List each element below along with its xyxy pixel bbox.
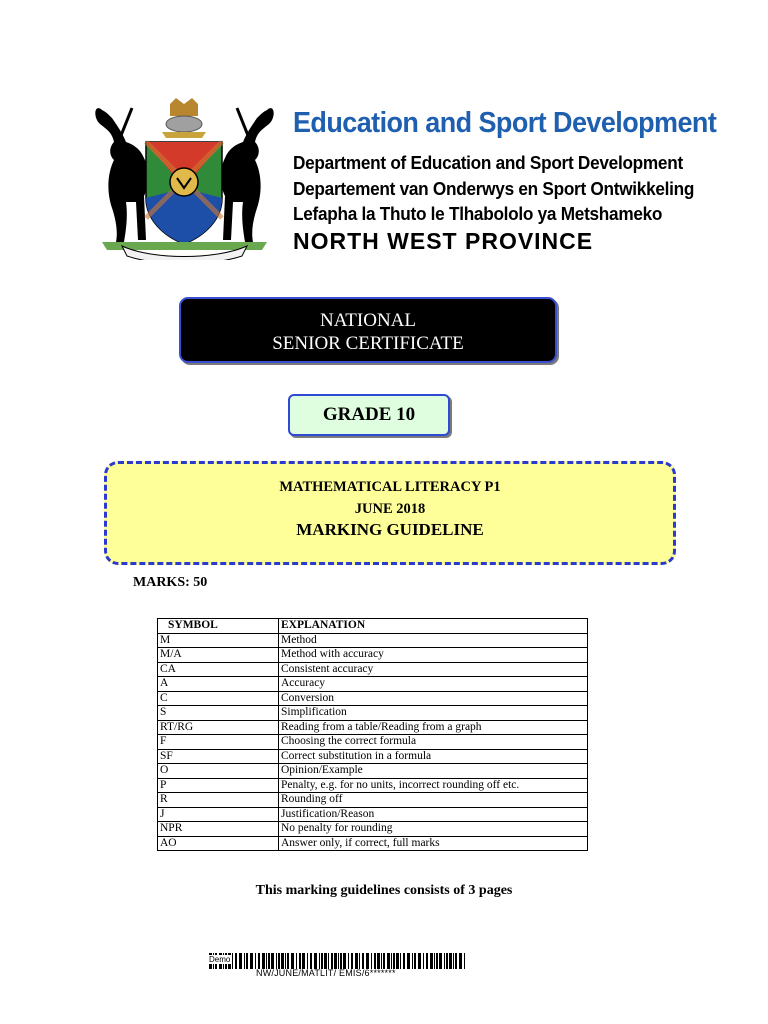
symbol-table [157,618,588,851]
symbol-cell: O [158,764,279,779]
symbol-cell: F [158,735,279,750]
subject-name: MATHEMATICAL LITERACY P1 [279,479,501,495]
explanation-cell: Choosing the correct formula [279,735,588,750]
table-row [158,662,588,677]
explanation-cell: Rounding off [279,793,588,808]
table-row [158,822,588,837]
symbol-cell: CA [158,662,279,677]
exam-date: JUNE 2018 [354,501,426,517]
grade-box [288,394,450,436]
barcode-demo-tag: Demo [209,955,231,964]
table-row [158,706,588,721]
explanation-cell: Penalty, e.g. for no units, incorrect rounding off etc. [279,778,588,793]
symbol-cell: M [158,633,279,648]
table-row [158,735,588,750]
symbol-cell: M/A [158,648,279,663]
explanation-cell: Consistent accuracy [279,662,588,677]
explanation-cell: No penalty for rounding [279,822,588,837]
table-row [158,691,588,706]
column-header-explanation: EXPLANATION [279,619,588,634]
table-row [158,778,588,793]
barcode-icon [209,953,467,969]
explanation-cell: Method [279,633,588,648]
explanation-cell: Conversion [279,691,588,706]
explanation-cell: Reading from a table/Reading from a graph [279,720,588,735]
certificate-box [179,297,557,363]
table-row [158,633,588,648]
symbol-cell: S [158,706,279,721]
table-row [158,764,588,779]
department-name-setswana: Lefapha la Thuto le Tlhabololo ya Metshameko [293,203,663,224]
symbol-cell: SF [158,749,279,764]
table-body [158,633,588,851]
explanation-cell: Answer only, if correct, full marks [279,836,588,851]
explanation-cell: Opinion/Example [279,764,588,779]
total-marks: MARKS: 50 [133,575,208,590]
table-header-row [158,619,588,634]
table-row [158,677,588,692]
explanation-cell: Method with accuracy [279,648,588,663]
subject-box [104,461,676,565]
province-name: NORTH WEST PROVINCE [293,228,594,254]
document-type: MARKING GUIDELINE [296,520,484,539]
symbol-cell: AO [158,836,279,851]
explanation-cell: Accuracy [279,677,588,692]
table-row [158,648,588,663]
page-count-note: This marking guidelines consists of 3 pages [255,883,513,898]
organization-title: Education and Sport Development [293,107,717,139]
symbol-cell: R [158,793,279,808]
symbol-cell: RT/RG [158,720,279,735]
explanation-cell: Correct substitution in a formula [279,749,588,764]
table-row [158,807,588,822]
certificate-line-1: NATIONAL [319,310,417,331]
symbol-cell: J [158,807,279,822]
explanation-cell: Justification/Reason [279,807,588,822]
table-row [158,720,588,735]
symbol-cell: C [158,691,279,706]
table-row [158,793,588,808]
explanation-cell: Simplification [279,706,588,721]
department-name-english: Department of Education and Sport Development [293,152,683,173]
column-header-symbol: SYMBOL [158,619,279,634]
table-row [158,749,588,764]
coat-of-arms-icon [92,98,277,260]
symbol-cell: A [158,677,279,692]
symbol-cell: NPR [158,822,279,837]
grade-label: GRADE 10 [322,404,416,425]
symbol-cell: P [158,778,279,793]
barcode-text: NW/JUNE/MATLIT/ EMIS/6******* [256,968,396,978]
table-row [158,836,588,851]
department-name-afrikaans: Departement van Onderwys en Sport Ontwikkeling [293,178,695,199]
certificate-line-2: SENIOR CERTIFICATE [272,333,464,354]
